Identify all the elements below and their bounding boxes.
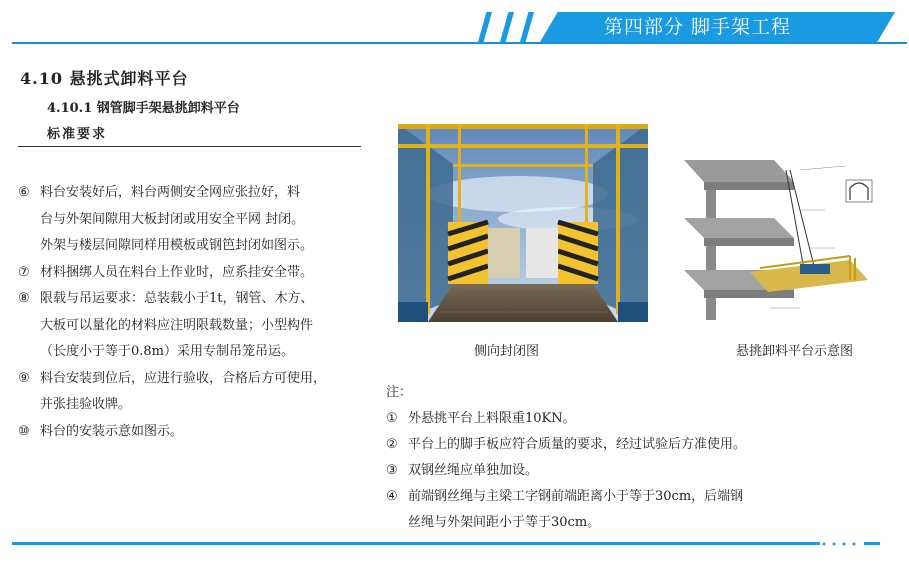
subsection-title: 4.10.1 钢管脚手架悬挑卸料平台: [47, 101, 240, 116]
list-item: [18, 260, 368, 287]
platform-diagram: [650, 130, 908, 330]
item-text: 材料捆绑人员在料台上作业时，应系挂安全带。: [40, 264, 314, 280]
note-text: 外悬挑平台上料限重10KN。: [408, 411, 576, 426]
notes-label: 注：: [386, 385, 413, 400]
item-number: ⑦: [18, 264, 30, 280]
note-item: [386, 458, 906, 484]
header-stripe: [478, 12, 492, 42]
heading-divider: [18, 146, 361, 147]
platform-diagram-illustration: [650, 130, 908, 330]
list-item: [18, 286, 368, 313]
diagram-caption: 悬挑卸料平台示意图: [736, 344, 854, 359]
list-item: [18, 366, 368, 393]
header-stripe: [500, 12, 514, 42]
list-item: [18, 180, 368, 207]
item-number: ⑧: [18, 291, 30, 306]
note-number: ①: [386, 411, 398, 426]
note-item: [386, 406, 906, 432]
note-number: ④: [386, 489, 398, 504]
item-text: 料台安装到位后，应进行验收，合格后方可使用，: [40, 370, 327, 386]
footer-rule: [12, 542, 880, 545]
photo-caption: 侧向封闭图: [474, 344, 540, 359]
note-text: 双钢丝绳应单独加设。: [408, 463, 539, 478]
header-stripe: [520, 12, 534, 42]
note-text: 前端钢丝绳与主梁工字钢前端距离小于等于30cm，后端钢: [408, 489, 744, 504]
item-text: 台与外架间隙用大板封闭或用安全平网 封闭。: [40, 211, 305, 227]
note-text: 丝绳与外架间距小于等于30cm。: [408, 515, 601, 530]
item-text: 料台安装好后，料台两侧安全网应张拉好，料: [40, 185, 301, 200]
footer-dots: [820, 541, 864, 547]
header-rule: [12, 42, 907, 44]
note-number: ③: [386, 463, 398, 478]
item-text: 大板可以量化的材料应注明限载数量；小型构件: [40, 317, 314, 333]
item-text: 并张挂验收牌。: [40, 397, 132, 412]
side-enclosure-photo: [398, 124, 648, 322]
section-title: 4.10 悬挑式卸料平台: [20, 69, 189, 88]
item-text: 限载与吊运要求：总装载小于1t，钢管、木方、: [40, 291, 314, 306]
requirements-list: [18, 180, 368, 445]
item-number: ⑩: [18, 423, 30, 439]
note-number: ②: [386, 437, 398, 452]
item-text: （长度小于等于0.8m）采用专制吊笼吊运。: [40, 344, 295, 359]
item-text: 料台的安装示意如图示。: [40, 423, 184, 439]
notes-block: [386, 380, 906, 536]
standard-heading: 标准要求: [47, 127, 108, 142]
list-item: [18, 419, 368, 446]
header-title: 第四部分 脚手架工程: [604, 16, 792, 38]
item-number: ⑨: [18, 370, 30, 386]
note-text: 平台上的脚手板应符合质量的要求，经过试验后方准使用。: [408, 437, 747, 452]
note-item: [386, 484, 906, 510]
item-text: 外架与楼层间隙同样用模板或钢笆封闭如图示。: [40, 238, 314, 253]
note-item: [386, 432, 906, 458]
platform-photo-illustration: [398, 124, 648, 322]
item-number: ⑥: [18, 185, 30, 200]
